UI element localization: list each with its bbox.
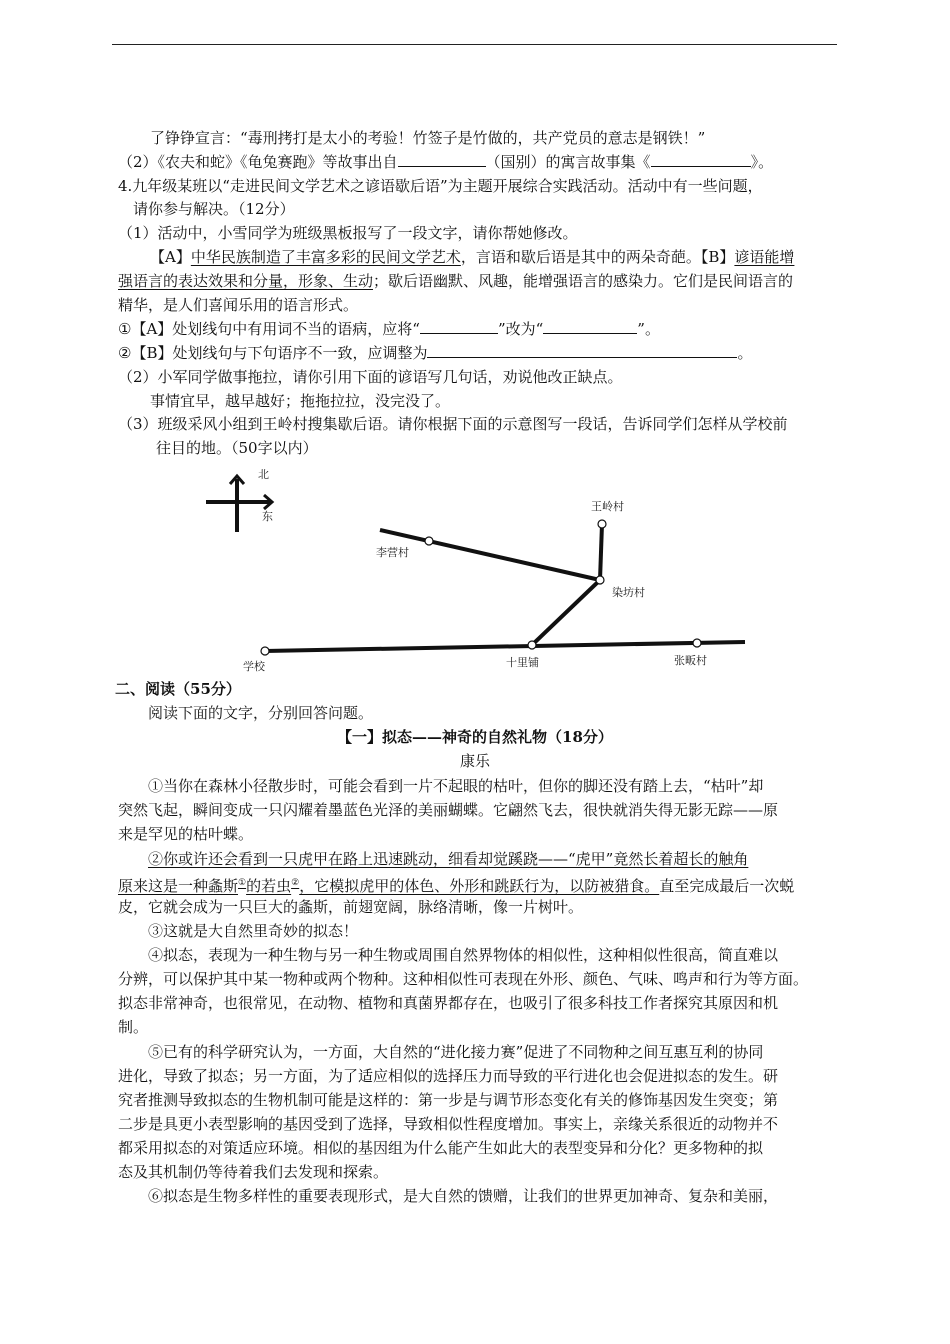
question-4-3-cont: 往目的地。（50字以内）	[156, 439, 318, 457]
text-fragment: （国别）的寓言故事集《	[485, 153, 651, 171]
paragraph-3: ③这就是大自然里奇妙的拟态！	[148, 922, 359, 940]
proverb: 事情宜早，越早越好；拖拖拉拉，没完没了。	[150, 392, 451, 410]
answer-blank[interactable]	[651, 151, 751, 167]
paragraph-6: ⑥拟态是生物多样性的重要表现形式，是大自然的馈赠，让我们的世界更加神奇、复杂和美丽，	[148, 1187, 779, 1205]
liying-label: 李营村	[376, 546, 409, 559]
route-map	[200, 462, 760, 677]
ranfang-marker	[596, 576, 604, 584]
paragraph-2	[118, 872, 794, 897]
road-shili-ranfang	[532, 580, 600, 645]
paragraph-5: 二步是具更小表型影响的基因受到了选择，导致相似性程度增加。事实上，亲缘关系很近的动物并不	[118, 1115, 779, 1133]
zhangfan-marker	[693, 639, 701, 647]
text-fragment: ；歇后语幽默、风趣，能增强语言的感染力。它们是民间语言的	[373, 272, 794, 290]
underlined-sentence-a: 中华民族制造了丰富多彩的民间文学艺术	[190, 248, 461, 266]
text-fragment: ②【B】处划线句与下句语序不一致，应调整为	[118, 344, 428, 362]
road-ranfang-wangling	[600, 524, 602, 580]
text-fragment: ，言语和歇后语是其中的两朵奇葩。	[460, 248, 701, 266]
paragraph-2: 皮，它就会成为一只巨大的螽斯，前翅宽阔，脉络清晰，像一片树叶。	[118, 898, 584, 916]
paragraph-5: 究者推测导致拟态的生物机制可能是这样的：第一步是与调节形态变化有关的修饰基因发生突变；第	[118, 1091, 779, 1109]
school-label: 学校	[243, 660, 265, 673]
paragraph-5: 态及其机制仍等待着我们去发现和探索。	[118, 1163, 389, 1181]
text-fragment: ”改为“	[497, 320, 544, 338]
text-fragment: 。	[737, 344, 753, 362]
mark-a: 【A】	[150, 248, 191, 266]
north-label: 北	[258, 468, 269, 481]
text-fragment: ①【A】处划线句中有用词不当的语病，应将“	[118, 320, 420, 338]
underlined-fragment: 的若虫	[246, 877, 292, 895]
underlined-sentence-b-cont: 强语言的表达效果和分量，形象、生动	[118, 272, 374, 290]
text-line: 了铮铮宣言：“毒刑拷打是太小的考验！竹签子是竹做的，共产党员的意志是钢铁！”	[150, 129, 706, 147]
paragraph-line: 精华，是人们喜闻乐用的语言形式。	[118, 296, 359, 314]
header-rule	[112, 44, 837, 45]
sub-question-2	[118, 342, 753, 364]
answer-blank[interactable]	[543, 318, 637, 334]
mark-b: 【B】	[700, 248, 735, 266]
answer-blank[interactable]	[420, 318, 498, 334]
paragraph-4: 制。	[118, 1018, 149, 1036]
paragraph-5: ⑤已有的科学研究认为，一方面，大自然的“进化接力赛”促进了不同物种之间互惠互利的协同	[148, 1043, 764, 1061]
school-marker	[261, 647, 269, 655]
footnote-mark: ②	[291, 878, 300, 888]
answer-blank[interactable]	[398, 151, 486, 167]
text-fragment: ”。	[637, 320, 660, 338]
paragraph-4: 拟态非常神奇，也很常见，在动物、植物和真菌界都存在，也吸引了很多科技工作者探究其原因和机	[118, 994, 779, 1012]
underlined-fragment: 原来这是一种螽斯	[118, 877, 239, 895]
zhangfan-label: 张畈村	[674, 654, 707, 667]
answer-blank[interactable]	[427, 342, 737, 358]
section-heading: 二、阅读（55分）	[115, 680, 241, 698]
paragraph-4: 分辨，可以保护其中某一物种或两个物种。这种相似性可表现在外形、颜色、气味、鸣声和行为等方面。	[118, 970, 809, 988]
liying-marker	[425, 537, 433, 545]
text-fragment: 》。	[750, 153, 774, 171]
underlined-fragment: ，它模拟虎甲的体色、外形和跳跃行为，以防被猎食。	[299, 877, 660, 895]
section-intro: 阅读下面的文字，分别回答问题。	[148, 704, 374, 722]
question-4-3: （3）班级采风小组到王岭村搜集歇后语。请你根据下面的示意图写一段话，告诉同学们怎样从学校前	[118, 415, 788, 433]
paragraph-1: ①当你在森林小径散步时，可能会看到一片不起眼的枯叶，但你的脚还没有踏上去，“枯叶”却	[148, 777, 764, 795]
paragraph-4: ④拟态，表现为一种生物与另一种生物或周围自然界物体的相似性，这种相似性很高，简直难以	[148, 946, 779, 964]
wangling-label: 王岭村	[591, 500, 624, 513]
shili-marker	[528, 641, 536, 649]
road-school-zhangfan	[265, 642, 745, 651]
question-4-title: 4.九年级某班以“走进民间文学艺术之谚语歇后语”为主题开展综合实践活动。活动中有一些问题，	[118, 177, 763, 195]
footnote-mark: ①	[238, 878, 247, 888]
question-4-2: （2）小军同学做事拖拉，请你引用下面的谚语写几句话，劝说他改正缺点。	[118, 368, 623, 386]
article-title: 【一】拟态——神奇的自然礼物（18分）	[337, 728, 613, 746]
paragraph-1: 突然飞起，瞬间变成一只闪耀着墨蓝色光泽的美丽蝴蝶。它翩然飞去，很快就消失得无影无踪——原	[118, 801, 779, 819]
question-2-line	[118, 151, 773, 173]
paragraph-line	[118, 270, 793, 292]
paragraph-2-underlined: ②你或许还会看到一只虎甲在路上迅速跳动，细看却觉蹊跷——“虎甲”竟然长着超长的触角	[148, 850, 749, 868]
paragraph-5: 都采用拟态的对策适应环境。相似的基因组为什么能产生如此大的表型变异和分化？更多物种的拟	[118, 1139, 764, 1157]
underlined-sentence-b: 谚语能增	[734, 248, 795, 266]
east-label: 东	[262, 510, 273, 523]
roads	[265, 524, 745, 651]
wangling-marker	[598, 520, 606, 528]
article-author: 康乐	[459, 752, 490, 770]
paragraph-5: 进化，导致了拟态；另一方面，为了适应相似的选择压力而导致的平行进化也会促进拟态的发生。研	[118, 1067, 779, 1085]
paragraph-1: 来是罕见的枯叶蝶。	[118, 825, 254, 843]
text-fragment: （2）《农夫和蛇》《龟兔赛跑》等故事出自	[118, 153, 398, 171]
compass	[206, 468, 273, 532]
question-4-1: （1）活动中，小雪同学为班级黑板报写了一段文字，请你帮她修改。	[118, 224, 578, 242]
paragraph-line	[150, 246, 794, 268]
road-liying-ranfang	[380, 530, 600, 580]
ranfang-label: 染坊村	[612, 586, 645, 599]
sub-question-1	[118, 318, 660, 340]
text-fragment: 直至完成最后一次蜕	[659, 877, 795, 895]
shili-label: 十里铺	[506, 656, 539, 669]
question-4-title-cont: 请你参与解决。（12分）	[133, 200, 295, 218]
